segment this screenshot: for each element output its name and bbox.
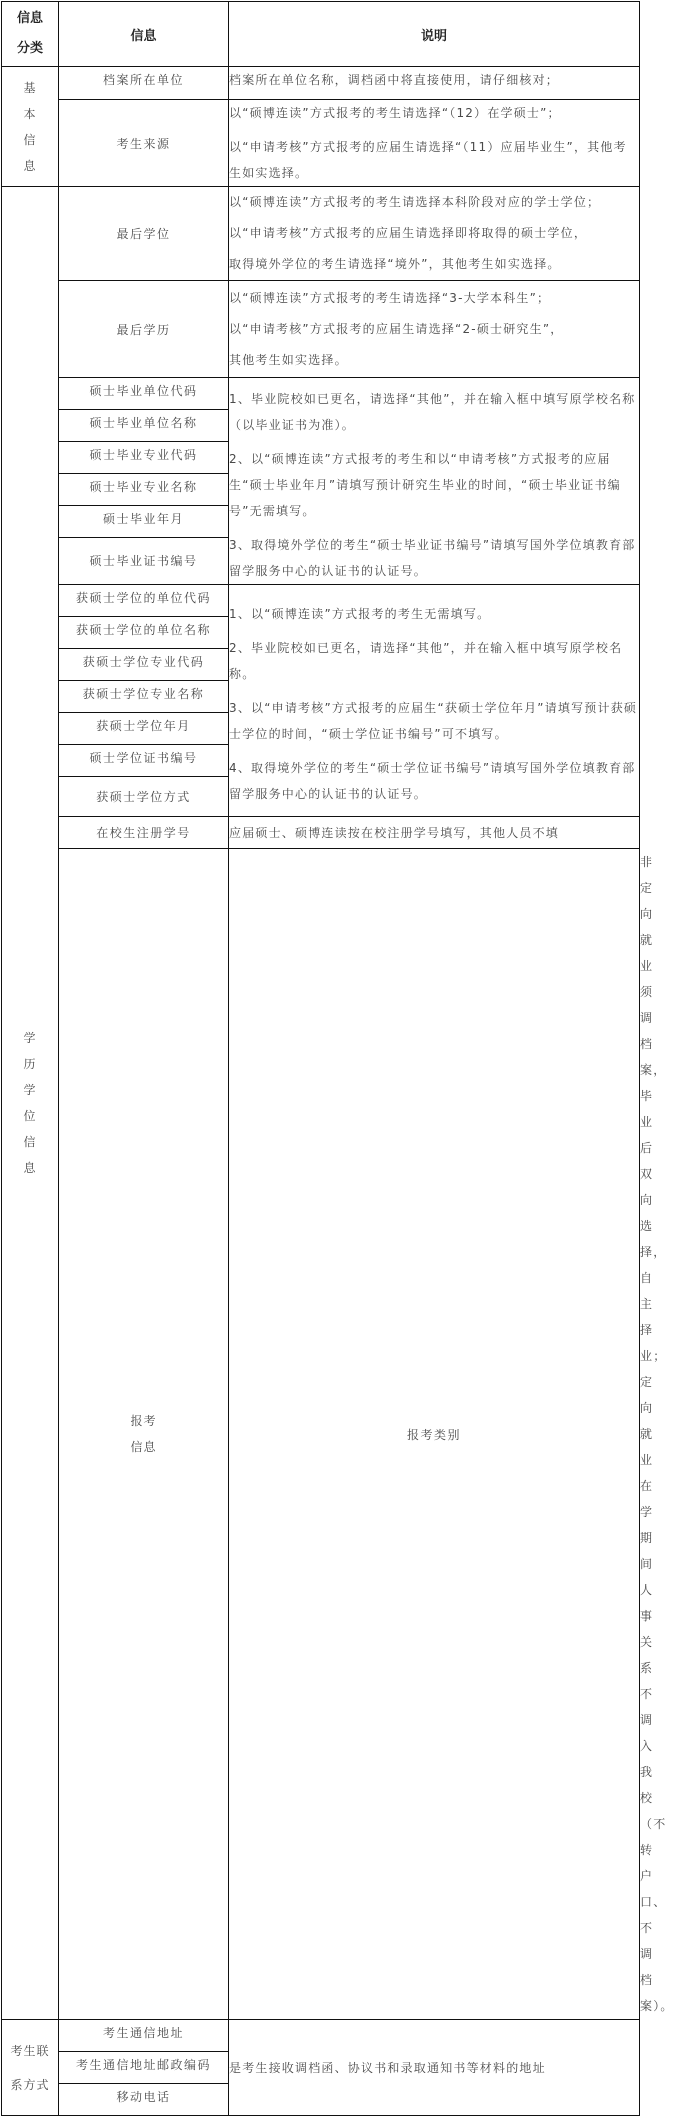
field-master-degree-major-code: 获硕士学位专业代码: [59, 649, 229, 681]
desc-candidate-source: 以“硕博连读”方式报考的考生请选择“（12）在学硕士”； 以“申请考核”方式报考的应届生请选择“（11）应届毕业生”，其他考生如实选择。: [229, 100, 640, 187]
header-category-line1: 信息: [16, 11, 43, 26]
field-master-grad-cert-no: 硕士毕业证书编号: [59, 537, 229, 584]
category-education: 学 历 学 位 信 息: [2, 187, 59, 2020]
category-contact: 考生联 系方式: [2, 2020, 59, 2116]
field-student-id: 在校生注册学号: [59, 817, 229, 849]
header-info: 信息: [59, 2, 229, 67]
field-master-degree-major-name: 获硕士学位专业名称: [59, 681, 229, 713]
desc-contact: 是考生接收调档函、协议书和录取通知书等材料的地址: [229, 2020, 640, 2116]
table-row: [2, 378, 640, 410]
field-master-degree-unit-name: 获硕士学位的单位名称: [59, 617, 229, 649]
table-row: 报考 信息 报考类别 非定向就业须调档案，毕业后双向选择，自主择业；定向就业在学期间人事关系不调入我校（不转户口、不调档案）。: [2, 849, 640, 2020]
desc-last-education: 以“硕博连读”方式报考的考生请选择“3-大学本科生”； 以“申请考核”方式报考的应届生请选择“2-硕士研究生”， 其他考生如实选择。: [229, 281, 640, 378]
info-table: [1, 1, 674, 2116]
field-mailing-address: 考生通信地址: [59, 2020, 229, 2052]
field-last-degree: 最后学位: [59, 187, 229, 281]
desc-last-degree: 以“硕博连读”方式报考的考生请选择本科阶段对应的学士学位； 以“申请考核”方式报考的应届生请选择即将取得的硕士学位， 取得境外学位的考生请选择“境外”，其他考生如实选择。: [229, 187, 640, 281]
field-master-degree-date: 获硕士学位年月: [59, 713, 229, 745]
field-application-type: 报考类别: [229, 849, 640, 2020]
table-row: [2, 100, 640, 187]
desc-student-id: 应届硕士、硕博连读按在校注册学号填写，其他人员不填: [229, 817, 640, 849]
table-row: [2, 817, 640, 849]
field-master-degree-unit-code: 获硕士学位的单位代码: [59, 585, 229, 617]
field-master-grad-major-code: 硕士毕业专业代码: [59, 442, 229, 474]
field-master-degree-cert-no: 硕士学位证书编号: [59, 745, 229, 777]
desc-archive-unit: 档案所在单位名称，调档函中将直接使用，请仔细核对；: [229, 67, 640, 100]
field-master-grad-unit-name: 硕士毕业单位名称: [59, 410, 229, 442]
header-category: [2, 2, 59, 67]
header-row: [2, 2, 640, 67]
category-basic-info: 基 本 信 息: [2, 67, 59, 187]
header-description: 说明: [229, 2, 640, 67]
header-category-line2: 分类: [16, 41, 43, 56]
desc-master-degree: 1、以“硕博连读”方式报考的考生无需填写。 2、毕业院校如已更名，请选择“其他”，并在输入框中填写原学校名称。 3、以“申请考核”方式报考的应届生“获硕士学位年月”请填写预计获硕士学位的时间，“硕士学位证书编号”可不填写。 4、取得境外学位的考生“硕士学位证书编号”请填写国外学位填教育部留学服务中心的认证书的认证号。: [229, 585, 640, 817]
field-master-grad-major-name: 硕士毕业专业名称: [59, 474, 229, 505]
table-row: [2, 187, 640, 281]
field-last-education: 最后学历: [59, 281, 229, 378]
field-postal-code: 考生通信地址邮政编码: [59, 2052, 229, 2084]
field-master-degree-method: 获硕士学位方式: [59, 777, 229, 817]
field-mobile-phone: 移动电话: [59, 2084, 229, 2116]
field-master-grad-unit-code: 硕士毕业单位代码: [59, 378, 229, 410]
table-row: [2, 67, 640, 100]
table-row: [2, 281, 640, 378]
table-row: [2, 585, 640, 617]
field-candidate-source: 考生来源: [59, 100, 229, 187]
category-application-info: 报考 信息: [59, 849, 229, 2020]
desc-master-grad: 1、毕业院校如已更名，请选择“其他”，并在输入框中填写原学校名称（以毕业证书为准）。 2、以“硕博连读”方式报考的考生和以“申请考核”方式报考的应届生“硕士毕业年月”请填写预计研究生毕业的时间，“硕士毕业证书编号”无需填写。 3、取得境外学位的考生“硕士毕业证书编号”请填写国外学位填教育部留学服务中心的认证书的认证号。: [229, 378, 640, 585]
field-master-grad-date: 硕士毕业年月: [59, 505, 229, 537]
table-row: [2, 2020, 640, 2052]
field-archive-unit: 档案所在单位: [59, 67, 229, 100]
